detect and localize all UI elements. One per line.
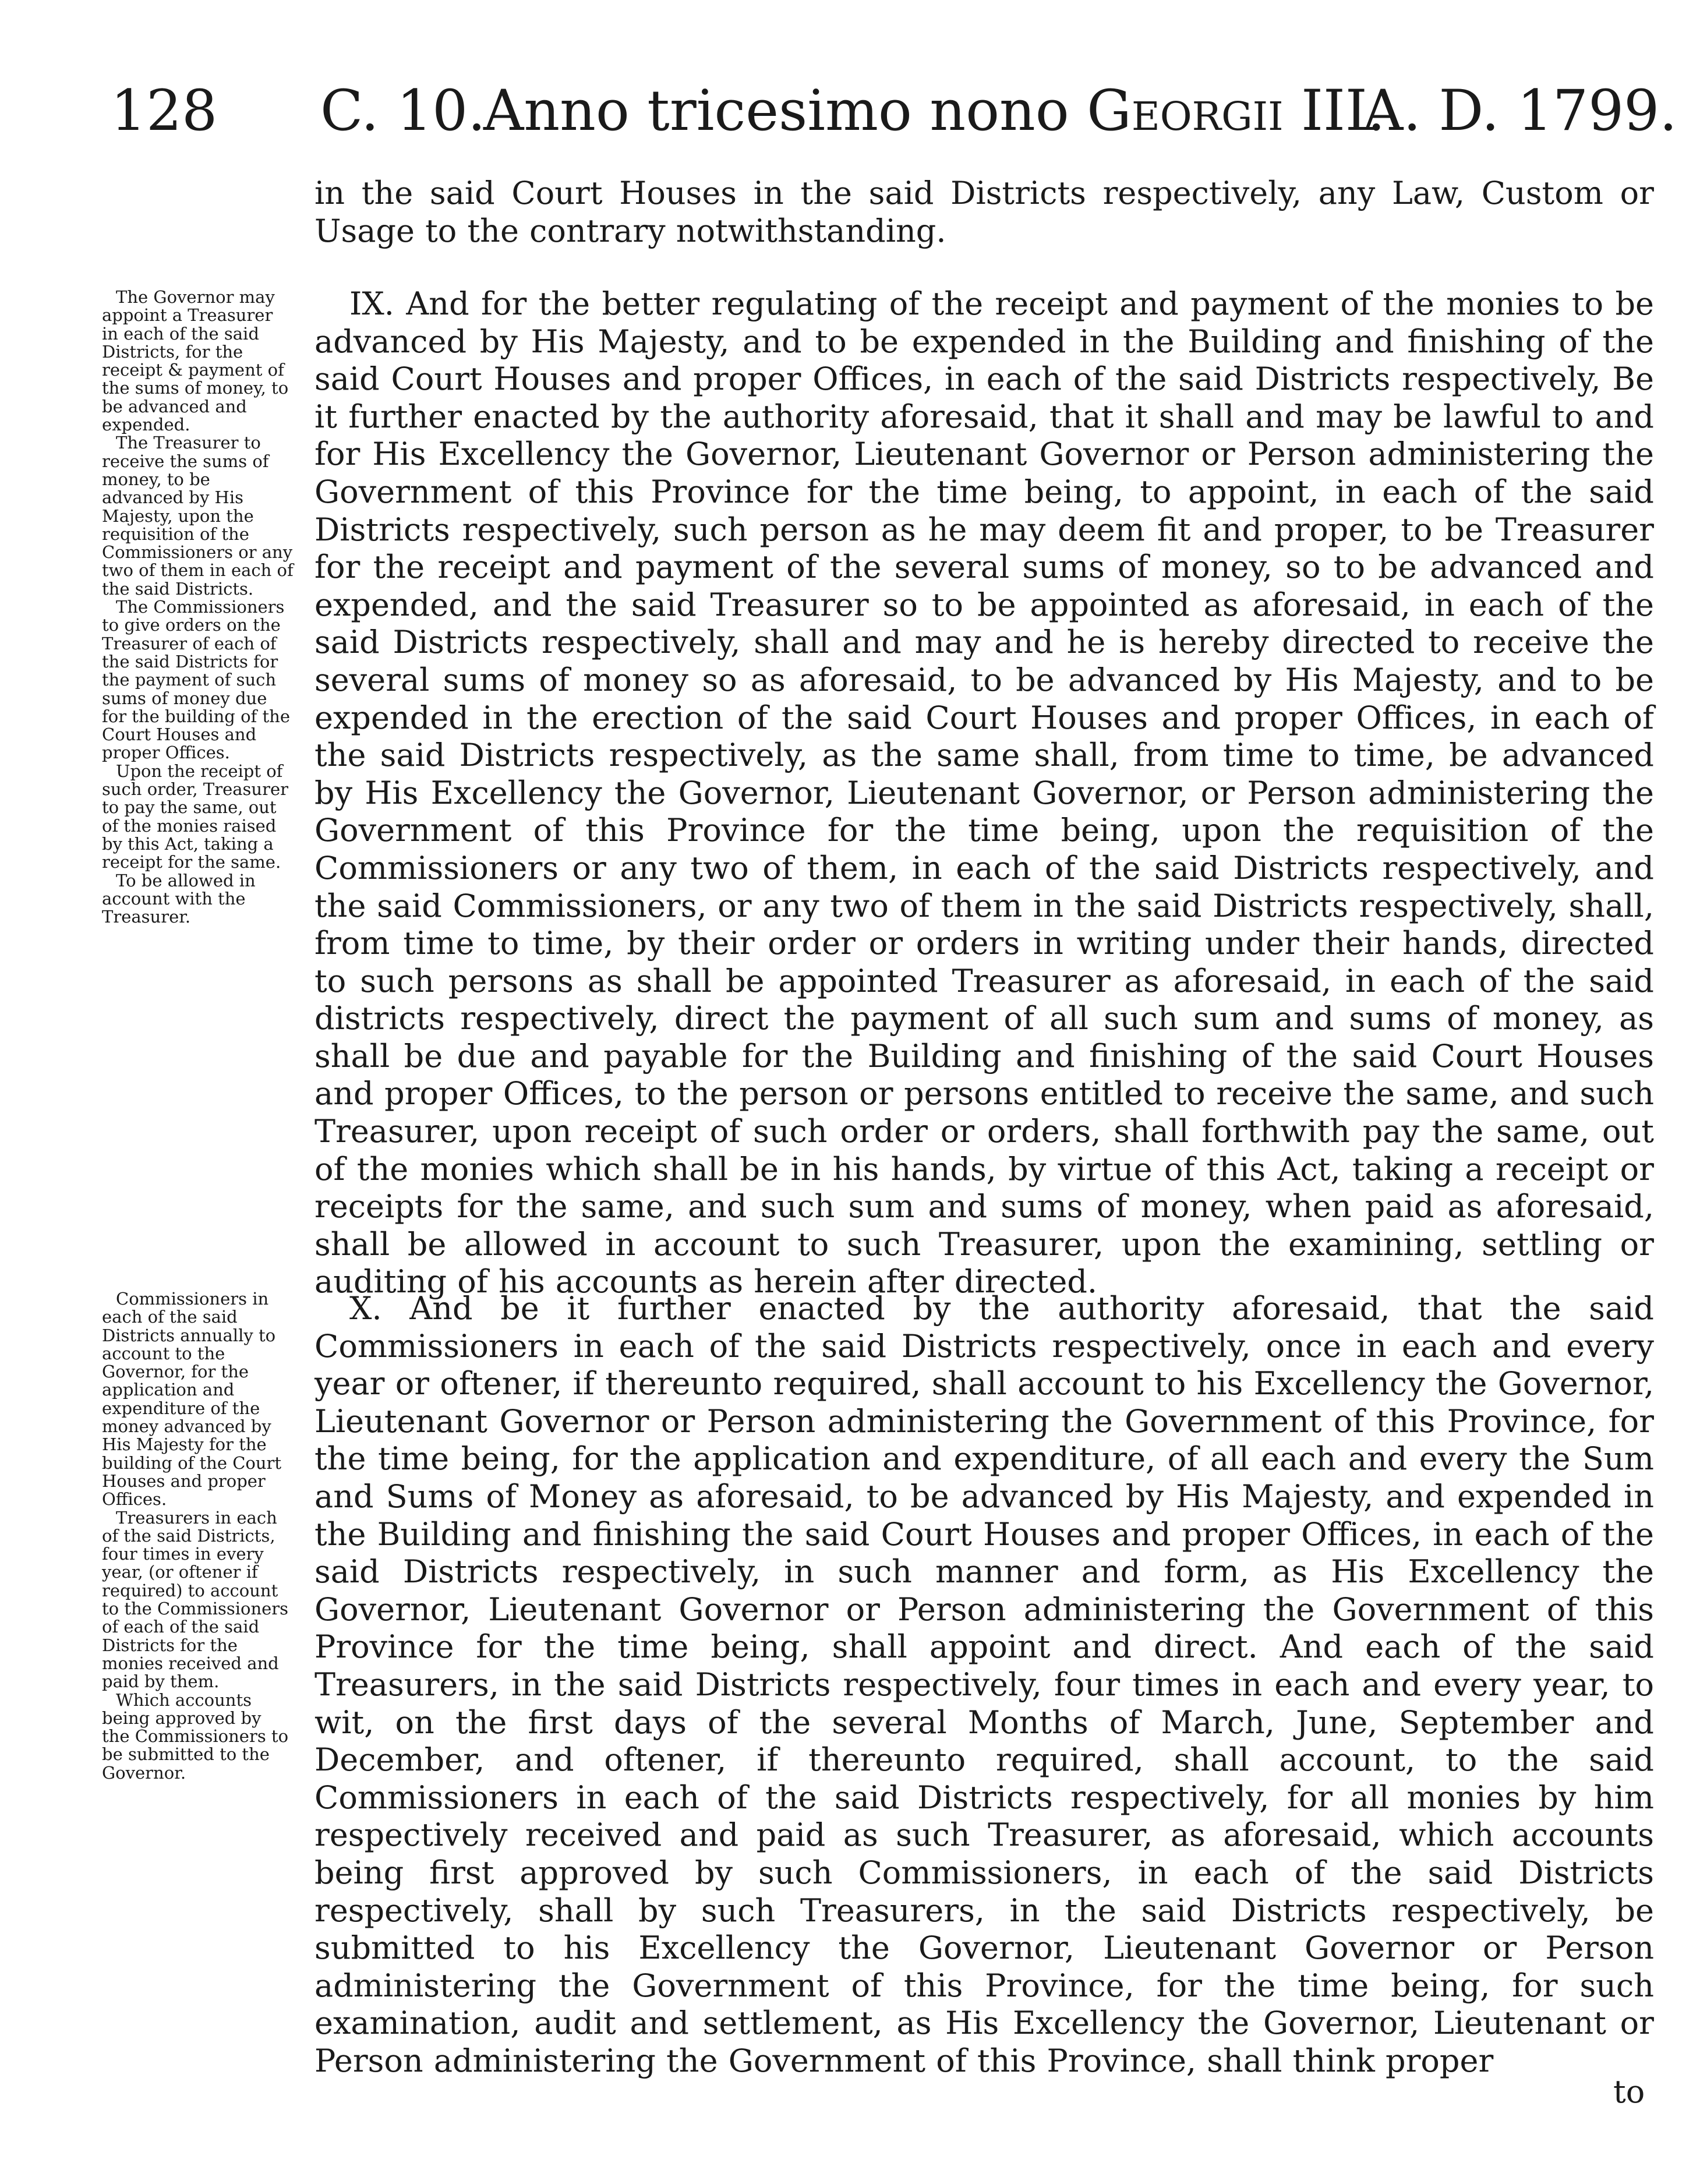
- year-label: A. D. 1799.: [1363, 78, 1677, 143]
- continuation-text: in the said Court Houses in the said Districts respectively, any Law, Custom or Usage to the contrary notwithstanding.: [314, 175, 1654, 249]
- section-x: X. And be it further enacted by the authority aforesaid, that the said Commissioners in each of the said Districts respectively, once in each and every year or oftener, if thereunto required, shall account to his Excellency the Governor, Lieutenant Governor or Person administering the Government of this Province, for the time being, for the application and expenditure, of all each and every the Sum and Sums of Money as aforesaid, to be advanced by His Majesty, and expended in the Building and finishing the said Court Houses and proper Offices, in each of the said Districts respectively, in such manner and form, as His Excellency the Governor, Lieutenant Governor or Person administering the Government of this Province for the time being, shall appoint and direct. And each of the said Treasurers, in the said Districts respectively, four times in each and every year, to wit, on the first days of the several Months of March, June, September and December, and oftener, if thereunto required, shall account, to the said Commissioners in each of the said Districts respectively, for all monies by him respectively received and paid as such Treasurer, as aforesaid, which accounts being first approved by such Commissioners, in each of the said Districts respectively, shall by such Treasurers, in the said Districts respectively, be submitted to his Excellency the Governor, Lieutenant Governor or Person administering the Government of this Province, for the time being, for such examination, audit and settlement, as His Excellency the Governor, Lieutenant or Person administering the Government of this Province, shall think proper: [314, 1290, 1654, 2079]
- margin-note: Which accounts being approved by the Commissioners to be submitted to the Governor.: [102, 1690, 289, 1783]
- margin-notes-section-x: [102, 1290, 294, 1782]
- margin-note: The Commissioners to give orders on the Treasurer of each of the said Districts for the payment of such sums of money due for the building of the Court Houses and proper Offices.: [102, 597, 290, 763]
- monarch-name: Georgii III.: [1087, 78, 1386, 143]
- anno-text: Anno tricesimo nono: [483, 78, 1069, 143]
- chapter-number: C. 10.: [320, 78, 486, 143]
- margin-notes-section-ix: [102, 288, 294, 926]
- margin-note: Upon the receipt of such order, Treasurer to pay the same, out of the monies raised by this Act, taking a receipt for the same.: [102, 761, 288, 872]
- margin-note: The Governor may appoint a Treasurer in each of the said Districts, for the receipt & payment of the sums of money, to be advanced and expended.: [102, 287, 289, 435]
- margin-note: The Treasurer to receive the sums of money, to be advanced by His Majesty, upon the requisition of the Commissioners or any two of them in each of the said Districts.: [102, 433, 294, 599]
- catchword: to: [1613, 2073, 1645, 2110]
- margin-note: Commissioners in each of the said Districts annually to account to the Governor, for the application and expenditure of the money advanced by His Majesty for the building of the Court Houses and proper Offices.: [102, 1289, 282, 1510]
- section-ix: IX. And for the better regulating of the receipt and payment of the monies to be advanced by His Majesty, and to be expended in the Building and finishing of the said Court Houses and proper Offices, in each of the said Districts respectively, Be it further enacted by the authority aforesaid, that it shall and may be lawful to and for His Excellency the Governor, Lieutenant Governor or Person administering the Government of this Province for the time being, to appoint, in each of the said Districts respectively, such person as he may deem fit and proper, to be Treasurer for the receipt and payment of the several sums of money, so to be advanced and expended, and the said Treasurer so to be appointed as aforesaid, in each of the said Districts respectively, shall and may and he is hereby directed to receive the several sums of money so as aforesaid, to be advanced by His Majesty, and to be expended in the erection of the said Court Houses and proper Offices, in each of the said Districts respectively, as the same shall, from time to time, be advanced by His Excellency the Governor, Lieutenant Governor, or Person administering the Government of this Province for the time being, upon the requisition of the Commissioners or any two of them, in each of the said Districts respectively, and the said Commissioners, or any two of them in the said Districts respectively, shall, from time to time, by their order or orders in writing under their hands, directed to such persons as shall be appointed Treasurer as aforesaid, in each of the said districts respectively, direct the payment of all such sum and sums of money, as shall be due and payable for the Building and finishing of the said Court Houses and proper Offices, to the person or persons entitled to receive the same, and such Treasurer, upon receipt of such order or orders, shall forthwith pay the same, out of the monies which shall be in his hands, by virtue of this Act, taking a receipt or receipts for the same, and such sum and sums of money, when paid as aforesaid, shall be allowed in account to such Treasurer, upon the examining, settling or auditing of his accounts as herein after directed.: [314, 285, 1654, 1300]
- regnal-year: [483, 76, 1385, 146]
- margin-note: To be allowed in account with the Treasurer.: [102, 870, 256, 927]
- margin-note: Treasurers in each of the said Districts, four times in every year, (or oftener if required) to account to the Commissioners of each of the said Districts for the monies received and paid by them.: [102, 1507, 289, 1692]
- running-header: [111, 76, 1677, 151]
- page-number: 128: [111, 78, 218, 143]
